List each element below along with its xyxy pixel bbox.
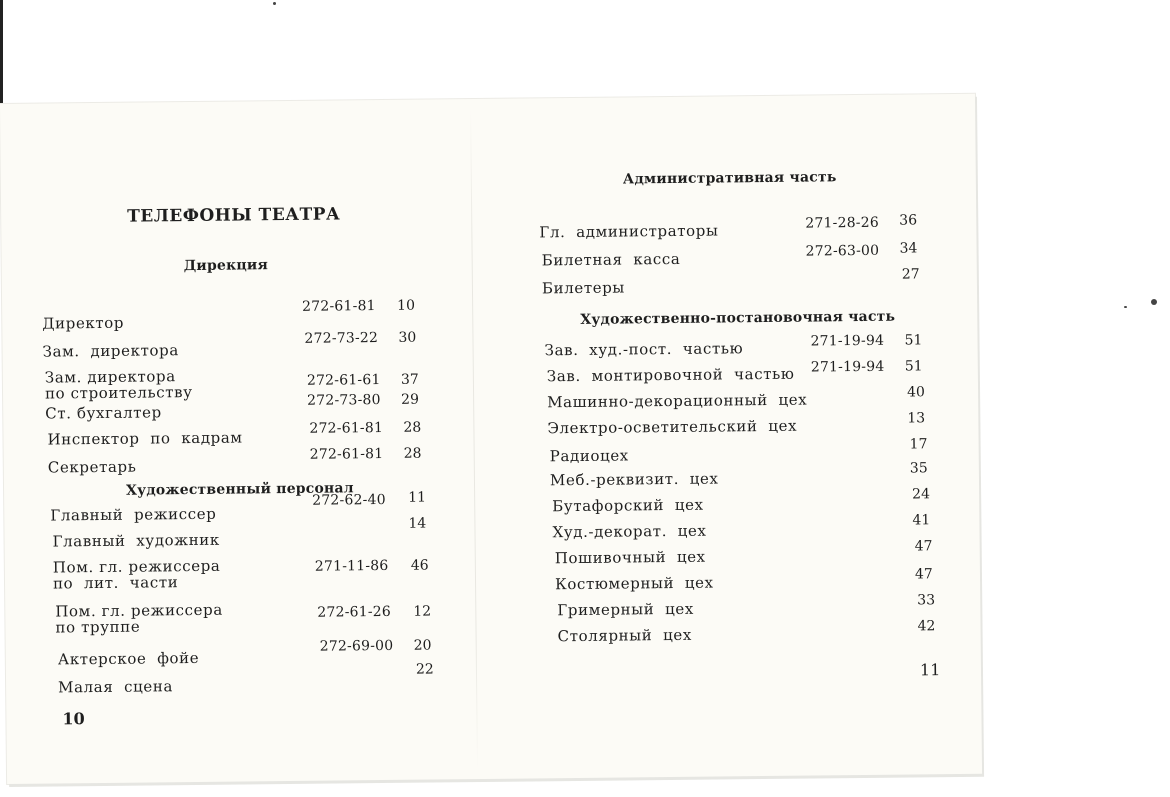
page-number-right: 11 [919,660,941,680]
phone-entry [2,329,472,368]
phone-entry [6,637,476,676]
entry-name: Радиоцех [549,446,629,466]
entry-name: Инспектор по кадрам [47,428,243,449]
entry-name: Актерское фойе [57,648,200,669]
entry-phone: 271-11-86 [314,557,389,575]
entry-room: 11 [408,489,427,506]
scan-speck [1151,299,1157,305]
entry-phone: 272-61-61 [306,372,381,389]
page-title: ТЕЛЕФОНЫ ТЕАТРА [127,204,341,227]
entry-room: 42 [917,618,936,635]
entry-name: Электро-осветительский цех [547,416,798,438]
entry-phone: 272-61-81 [309,446,384,463]
entry-room: 13 [907,410,926,427]
right-page [470,94,982,779]
section-heading-artistic: Художественный персонал [125,480,354,499]
entry-room: 34 [899,240,918,257]
entry-room: 46 [410,557,429,574]
scan-speck [273,2,276,5]
scan-speck [1124,306,1127,308]
entry-room: 33 [917,592,936,609]
entry-room: 22 [415,661,434,678]
entry-name: Ст. бухгалтер [45,403,162,423]
entry-phone: 272-73-22 [304,330,379,347]
entry-room: 40 [906,384,925,401]
entry-name: Секретарь [47,457,137,477]
entry-phone: 272-61-81 [309,420,384,437]
entry-name: Главный режиссер [50,504,217,525]
entry-room: 14 [408,515,427,532]
entry-room: 29 [401,391,420,408]
phone-entry [5,599,475,637]
phone-entry [6,661,476,704]
entry-name: Столярный цех [557,625,692,646]
section-heading-administrative: Административная часть [622,169,837,188]
phone-entry [4,445,474,484]
entry-name: Худ.-декорат. цех [552,521,707,542]
entry-room: 24 [912,486,931,503]
entry-name: Зав. монтировочной частью [546,364,795,386]
entry-phone: 271-19-94 [810,332,885,350]
entry-room: 35 [909,460,928,477]
entry-name: Главный художник [52,530,220,551]
entry-name: Гримерный цех [557,599,694,620]
entry-room: 36 [899,212,918,229]
entry-name: Бутафорский цех [552,495,704,516]
entry-room: 12 [413,603,432,620]
entry-room: 51 [904,358,923,375]
entry-phone: 272-63-00 [805,242,880,260]
entry-name: Гл. администраторы [539,221,719,242]
entry-phone: 272-73-80 [307,392,381,409]
phone-entry [472,266,977,305]
entry-name: Пошивочный цех [554,547,706,568]
entry-name: Зам. директора по строительству [44,367,193,403]
entry-phone: 272-62-40 [312,491,386,509]
entry-room: 17 [909,436,928,453]
entry-phone: 272-61-26 [317,603,392,621]
entry-phone: 272-69-00 [319,637,394,655]
entry-room: 47 [914,538,933,555]
scan-edge-shadow [0,0,3,118]
entry-name: Машинно-декорационный цех [547,390,808,412]
entry-room: 20 [413,637,432,654]
entry-name: Пом. гл. режиссера по труппе [55,600,223,637]
entry-phone: 271-28-26 [805,214,880,232]
entry-room: 28 [403,445,422,462]
entry-name: Пом. гл. режиссера по лит. части [52,556,221,593]
entry-room: 41 [912,512,931,529]
entry-room: 10 [397,297,416,314]
entry-name: Зав. худ.-пост. частью [544,339,744,360]
entry-name: Зам. директора [42,341,179,361]
phone-entry [473,410,978,447]
entry-room: 27 [901,266,920,283]
entry-phone: 272-61-81 [302,298,376,315]
left-page [0,99,477,784]
page-number-left: 10 [62,709,85,729]
entry-name: Малая сцена [58,677,174,697]
entry-name: Костюмерный цех [554,573,714,594]
entry-room: 37 [400,371,419,388]
booklet-spread [0,94,982,784]
entry-name: Директор [42,313,125,333]
entry-room: 51 [904,332,923,349]
entry-name: Меб.-реквизит. цех [549,469,719,490]
section-heading-direction: Дирекция [183,257,269,275]
phone-entry [476,618,981,655]
phone-entry [5,555,475,593]
entry-name: Билетеры [541,278,626,298]
entry-room: 30 [398,329,417,346]
entry-room: 28 [403,419,422,436]
entry-room: 47 [914,566,933,583]
section-heading-production: Художественно-постановочная часть [580,308,896,328]
entry-name: Билетная касса [541,249,681,270]
entry-phone: 271-19-94 [810,358,885,376]
